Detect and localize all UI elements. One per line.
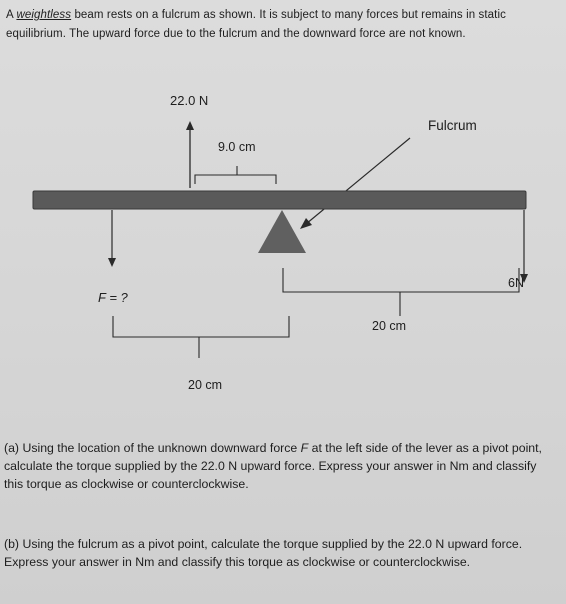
question-a-text-2: at the left side of the lever as a pivot point, calculate the torque supplied by the 22.0 N upward force. Express your answer in Nm and classify this torque as clockwise or counterclockwise. bbox=[4, 441, 542, 491]
unknown-force-arrow bbox=[108, 210, 116, 267]
question-b-text: (b) Using the fulcrum as a pivot point, calculate the torque supplied by the 22.0 N upward force. Express your answer in Nm and classify this torque as clockwise or counterclockwise. bbox=[4, 537, 523, 569]
fulcrum-pointer-arrow bbox=[300, 138, 410, 229]
upward-force-arrow bbox=[186, 121, 194, 188]
question-b bbox=[4, 535, 556, 571]
unknown-force-label: F = ? bbox=[98, 290, 128, 305]
intro-word: A bbox=[6, 9, 14, 21]
fulcrum-triangle bbox=[258, 210, 306, 253]
distance-right-bracket bbox=[283, 268, 519, 316]
question-a bbox=[4, 439, 556, 493]
beam bbox=[33, 191, 526, 209]
intro-text: beam rests on a fulcrum as shown. It is subject to many forces but remains in static equilibrium. The upward force due to the fulcrum and the downward force are not known. bbox=[6, 9, 506, 40]
distance-left-label: 20 cm bbox=[188, 378, 223, 392]
distance-left-bracket bbox=[113, 316, 289, 358]
question-a-text-1: (a) Using the location of the unknown downward force bbox=[4, 441, 298, 455]
right-force-label: 6N bbox=[508, 276, 524, 290]
question-a-variable: F bbox=[300, 441, 309, 455]
distance-top-bracket bbox=[195, 166, 276, 184]
fulcrum-label: Fulcrum bbox=[428, 118, 477, 133]
distance-top-label: 9.0 cm bbox=[218, 140, 256, 154]
right-force-arrow bbox=[520, 210, 528, 283]
intro-underlined-word: weightless bbox=[16, 9, 72, 21]
distance-right-label: 20 cm bbox=[372, 319, 407, 333]
upward-force-label: 22.0 N bbox=[170, 93, 209, 108]
